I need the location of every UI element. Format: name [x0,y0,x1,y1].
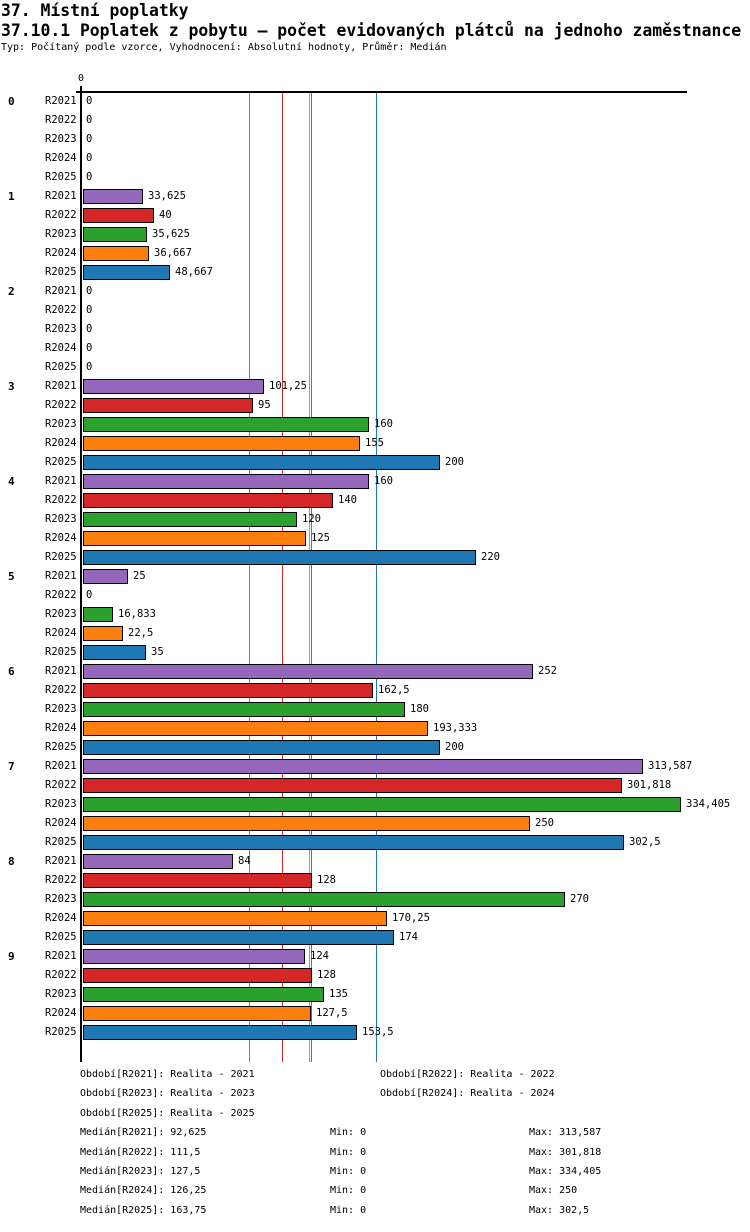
legend-period-label: Období[R2021]: Realita - 2021 [80,1069,255,1080]
series-label: R2024 [45,1007,77,1019]
series-label: R2024 [45,247,77,259]
bar [83,930,394,945]
series-label: R2025 [45,266,77,278]
bar-value-label: 0 [86,285,93,297]
bar-value-label: 334,405 [686,798,731,810]
bar [83,778,622,793]
series-label: R2021 [45,95,77,107]
series-label: R2024 [45,342,77,354]
stat-median-label: Medián[R2023]: 127,5 [80,1166,201,1177]
group-label: 4 [8,475,15,488]
bar-value-label: 0 [86,171,93,183]
series-label: R2024 [45,627,77,639]
stat-min-label: Min: 0 [330,1147,367,1158]
series-label: R2025 [45,931,77,943]
series-label: R2025 [45,741,77,753]
series-label: R2021 [45,570,77,582]
series-label: R2024 [45,912,77,924]
bar [83,398,253,413]
bar [83,246,149,261]
bar [83,645,146,660]
series-label: R2022 [45,114,77,126]
bar [83,759,643,774]
series-label: R2021 [45,950,77,962]
bar-value-label: 0 [86,114,93,126]
bar-value-label: 153,5 [362,1026,394,1038]
bar [83,892,565,907]
bar [83,417,369,432]
bar-value-label: 252 [538,665,557,677]
series-label: R2021 [45,665,77,677]
legend-period-label: Období[R2025]: Realita - 2025 [80,1108,255,1119]
group-label: 8 [8,855,15,868]
series-label: R2021 [45,475,77,487]
bar-value-label: 48,667 [175,266,213,278]
bar-value-label: 35 [151,646,164,658]
series-label: R2023 [45,323,77,335]
stat-max-label: Max: 250 [529,1185,578,1196]
bar-value-label: 313,587 [648,760,693,772]
series-label: R2021 [45,380,77,392]
series-label: R2025 [45,551,77,563]
bar-value-label: 160 [374,418,393,430]
bar [83,569,128,584]
series-label: R2022 [45,589,77,601]
series-label: R2023 [45,703,77,715]
series-label: R2025 [45,646,77,658]
bar-value-label: 0 [86,589,93,601]
bar [83,379,264,394]
series-label: R2025 [45,456,77,468]
bar [83,740,440,755]
bar-value-label: 200 [445,741,464,753]
bar-value-label: 270 [570,893,589,905]
bar-value-label: 170,25 [392,912,430,924]
bar [83,550,476,565]
bar-value-label: 35,625 [152,228,190,240]
bar-value-label: 220 [481,551,500,563]
legend-period-label: Období[R2024]: Realita - 2024 [380,1088,555,1099]
bar [83,436,360,451]
bar-value-label: 22,5 [128,627,154,639]
series-label: R2023 [45,228,77,240]
series-label: R2022 [45,494,77,506]
bar-value-label: 302,5 [629,836,661,848]
series-label: R2023 [45,798,77,810]
bar-value-label: 120 [302,513,321,525]
page-title: 37. Místní poplatky [1,1,189,20]
stat-min-label: Min: 0 [330,1185,367,1196]
bar [83,607,113,622]
bar-value-label: 33,625 [148,190,186,202]
series-label: R2021 [45,190,77,202]
group-label: 0 [8,95,15,108]
bar [83,1025,357,1040]
series-label: R2021 [45,285,77,297]
group-label: 7 [8,760,15,773]
stat-min-label: Min: 0 [330,1127,367,1138]
bar-value-label: 16,833 [118,608,156,620]
series-label: R2025 [45,1026,77,1038]
bar-value-label: 155 [365,437,384,449]
series-label: R2023 [45,608,77,620]
series-label: R2023 [45,893,77,905]
bar-value-label: 0 [86,323,93,335]
bar-value-label: 95 [258,399,271,411]
stat-min-label: Min: 0 [330,1205,367,1216]
stat-min-label: Min: 0 [330,1166,367,1177]
bar-value-label: 128 [317,874,336,886]
series-label: R2022 [45,684,77,696]
bar-value-label: 124 [310,950,329,962]
chart-subtitle: Typ: Počítaný podle vzorce, Vyhodnocení: Absolutní hodnoty, Průměr: Medián [1,42,447,53]
bar-value-label: 200 [445,456,464,468]
bar-value-label: 0 [86,95,93,107]
bar-value-label: 160 [374,475,393,487]
bar-value-label: 36,667 [154,247,192,259]
series-label: R2023 [45,133,77,145]
bar-value-label: 25 [133,570,146,582]
series-label: R2022 [45,969,77,981]
bar [83,683,373,698]
stat-median-label: Medián[R2022]: 111,5 [80,1147,201,1158]
series-label: R2023 [45,418,77,430]
bar [83,721,428,736]
bar [83,474,369,489]
bar [83,816,530,831]
axis-zero-tick-label: 0 [77,73,85,84]
bar-value-label: 101,25 [269,380,307,392]
series-label: R2025 [45,836,77,848]
bar [83,512,297,527]
bar-value-label: 174 [399,931,418,943]
series-label: R2022 [45,874,77,886]
bar-value-label: 0 [86,342,93,354]
bar-value-label: 128 [317,969,336,981]
bar [83,626,123,641]
series-label: R2025 [45,361,77,373]
bar [83,835,624,850]
stat-median-label: Medián[R2025]: 163,75 [80,1205,207,1216]
bar-value-label: 140 [338,494,357,506]
legend-period-label: Období[R2023]: Realita - 2023 [80,1088,255,1099]
bar [83,968,312,983]
bar-value-label: 40 [159,209,172,221]
stat-max-label: Max: 301,818 [529,1147,602,1158]
series-label: R2024 [45,817,77,829]
bar [83,208,154,223]
bar [83,455,440,470]
bar [83,1006,311,1021]
bar-value-label: 84 [238,855,251,867]
series-label: R2022 [45,304,77,316]
series-label: R2024 [45,722,77,734]
stat-max-label: Max: 334,405 [529,1166,602,1177]
bar [83,797,681,812]
bar-value-label: 0 [86,133,93,145]
bar-value-label: 135 [329,988,348,1000]
stat-median-label: Medián[R2021]: 92,625 [80,1127,207,1138]
chart-title: 37.10.1 Poplatek z pobytu – počet evidovaných plátců na jednoho zaměstnance [1,21,742,40]
bar-value-label: 127,5 [316,1007,348,1019]
bar-value-label: 0 [86,152,93,164]
series-label: R2024 [45,437,77,449]
bar [83,227,147,242]
bar [83,987,324,1002]
bar [83,949,305,964]
series-label: R2024 [45,532,77,544]
bar-value-label: 162,5 [378,684,410,696]
legend-period-label: Období[R2022]: Realita - 2022 [380,1069,555,1080]
bar-value-label: 125 [311,532,330,544]
bar [83,493,333,508]
series-label: R2022 [45,779,77,791]
group-label: 9 [8,950,15,963]
bar [83,854,233,869]
series-label: R2024 [45,152,77,164]
series-label: R2023 [45,988,77,1000]
group-label: 5 [8,570,15,583]
series-label: R2023 [45,513,77,525]
bar [83,531,306,546]
bar [83,873,312,888]
group-label: 2 [8,285,15,298]
group-label: 1 [8,190,15,203]
bar-value-label: 301,818 [627,779,672,791]
series-label: R2025 [45,171,77,183]
bar-value-label: 193,333 [433,722,478,734]
series-label: R2021 [45,855,77,867]
series-label: R2021 [45,760,77,772]
bar-value-label: 0 [86,361,93,373]
bar [83,702,405,717]
bar-value-label: 250 [535,817,554,829]
series-label: R2022 [45,399,77,411]
bar [83,664,533,679]
stat-max-label: Max: 302,5 [529,1205,590,1216]
group-label: 6 [8,665,15,678]
stat-max-label: Max: 313,587 [529,1127,602,1138]
bar [83,189,143,204]
bar [83,911,387,926]
bar-value-label: 0 [86,304,93,316]
series-label: R2022 [45,209,77,221]
stat-median-label: Medián[R2024]: 126,25 [80,1185,207,1196]
bar-value-label: 180 [410,703,429,715]
group-label: 3 [8,380,15,393]
bar [83,265,170,280]
